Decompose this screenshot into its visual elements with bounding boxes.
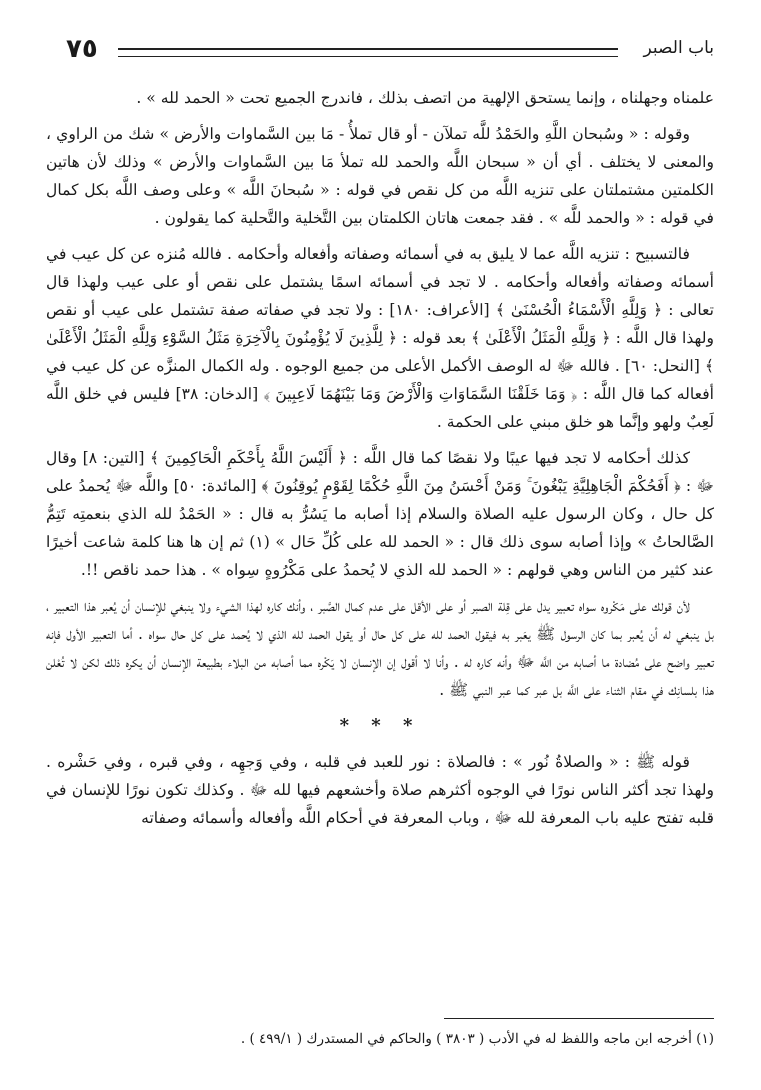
paragraph-5: لأن قولك على مَكْروه سواه تعبير يدل على قِلة الصبر أو على الأقل على عدم كمال الصَّبر ، وأنك كاره لهذا الشيء ولا ينبغي للإنسان أن يُعبر هذا التعبير ، بل ينبغي له أن يُعبر بما كان الرسول ﷺ يعَبر به فيقول الحمد لله على كل حال أو يقول الحمد لله الذي لا يُحمد على كل حال سواه . أما التعبير الأول فإنه تعبير واضح على مُضادة ما أصابه من اللَّه ﷻ وأنه كاره له . وأنا لا أقول إن الإنسان لا يَكْره مما أصابه من البلاء بطبيعة الإنسان أن يكره ذلك لكن لا تُعْلن هذا بلسانِك في مقام الثناء على اللَّه بل عبر كما عبر النبي ﷺ .	[46, 597, 714, 699]
section-separator: * * *	[339, 715, 421, 736]
paragraph-4: كذلك أحكامه لا تجد فيها عيبًا ولا نقصًا كما قال اللَّه : ﴿ أَلَيْسَ اللَّهُ بِأَحْكَمِ الْحَاكِمِينَ ﴾ [التين: ٨] وقال ﷻ : ﴿ أَفَحُكْمَ الْجَاهِلِيَّةِ يَبْغُونَ ۚ وَمَنْ أَحْسَنُ مِنَ اللَّهِ حُكْمًا لِقَوْمٍ يُوقِنُونَ ﴾ [المائدة: ٥٠] واللَّه ﷻ يُحمدُ على كل حال ، وكان الرسول عليه الصلاة والسلام إذا أصابه ما يَسُرُّ به قال : « الحَمْدُ لله الذي بنعمتِه تَتِمُّ الصَّالحاتُ » وإذا أصابه سوى ذلك قال : « الحمد لله على كُلِّ حَال » (١) ثم إن ها هنا كلمة شاعت أخيرًا عند كثير من الناس وهي قولهم : « الحمد لله الذي لا يُحمدُ على مَكْرُوهٍ سِواه » . هذا حمد ناقص !!.	[46, 449, 715, 579]
paragraph-2: وقوله : « وسُبحان اللَّهِ والحَمْدُ للَّه تملآن - أو قال تملأُ - مَا بين السَّماوات والأرض » شك من الراوي ، والمعنى لا يختلف . أي أن « سبحان اللَّه والحمد لله تملأ مَا بين السَّماوات والأرض » وذلك لأن هاتين الكلمتين مشتملتان على تنزيه اللَّه من كل نقص في قوله : « سُبحانَ اللَّه » وعلى وصف اللَّه بكل كمال في قوله : « والحمد للَّه » . فقد جمعت هاتان الكلمتان بين التَّخلية والتَّحلية كما يقولون .	[46, 125, 714, 227]
footnote-rule	[444, 1018, 714, 1019]
header-rule	[118, 48, 618, 57]
page-number: ٧٥	[66, 34, 98, 64]
running-title: باب الصبر	[643, 38, 714, 58]
paragraph-3: فالتسبيح : تنزيه اللَّه عما لا يليق به في أسمائه وصفاته وأفعاله وأحكامه . فالله مُنزه عن كل عيب في أسمائه وصفاته وأفعاله وأحكامه . لا تجد في أسمائه اسمًا يشتمل على نقص أو على عيب ولهذا قال تعالى : ﴿ وَلِلَّهِ الْأَسْمَاءُ الْحُسْنَىٰ ﴾ [الأعراف: ١٨٠] : ولا تجد في صفاته صفة تشتمل على عيب أو نقص ولهذا قال اللَّه : ﴿ وَلِلَّهِ الْمَثَلُ الْأَعْلَىٰ ﴾ بعد قوله : ﴿ لِلَّذِينَ لَا يُؤْمِنُونَ بِالْآخِرَةِ مَثَلُ السَّوْءِ وَلِلَّهِ الْمَثَلُ الْأَعْلَىٰ ﴾ [النحل: ٦٠] . فالله ﷻ له الوصف الأكمل الأعلى من جميع الوجوه . وله الكمال المنزَّه عن كل عيب في أفعاله كما قال اللَّه : ﴿ وَمَا خَلَقْنَا السَّمَاوَاتِ وَالْأَرْضَ وَمَا بَيْنَهُمَا لَاعِبِينَ ﴾ [الدخان: ٣٨] فليس في خلق اللَّه لَعِبٌ ولهو وإنَّما هو خلق مبني على الحكمة .	[46, 245, 714, 431]
body-text	[46, 84, 714, 840]
page-header	[46, 34, 714, 68]
paragraph-1: علمناه وجهلناه ، وإنما يستحق الإلهية من اتصف بذلك ، فاندرج الجميع تحت « الحمد لله » .	[136, 89, 714, 107]
footnote: (١) أخرجه ابن ماجه واللفظ له في الأدب ( ٣٨٠٣ ) والحاكم في المستدرك ( ٤٩٩/١ ) .	[240, 1031, 714, 1047]
paragraph-6: قوله ﷺ : « والصلاةُ نُور » : فالصلاة : نور للعبد في قلبه ، وفي وَجهِه ، وفي قبره ، وفي حَشْره . ولهذا تجد أكثر الناس نورًا في الوجوه أكثرهم صلاة وأخشعهم فيها لله ﷻ . وكذلك تكون نورًا للإنسان في قلبه تفتح عليه باب المعرفة لله ﷻ ، وباب المعرفة في أحكام اللَّه وأفعاله وأسمائه وصفاته	[46, 753, 714, 827]
